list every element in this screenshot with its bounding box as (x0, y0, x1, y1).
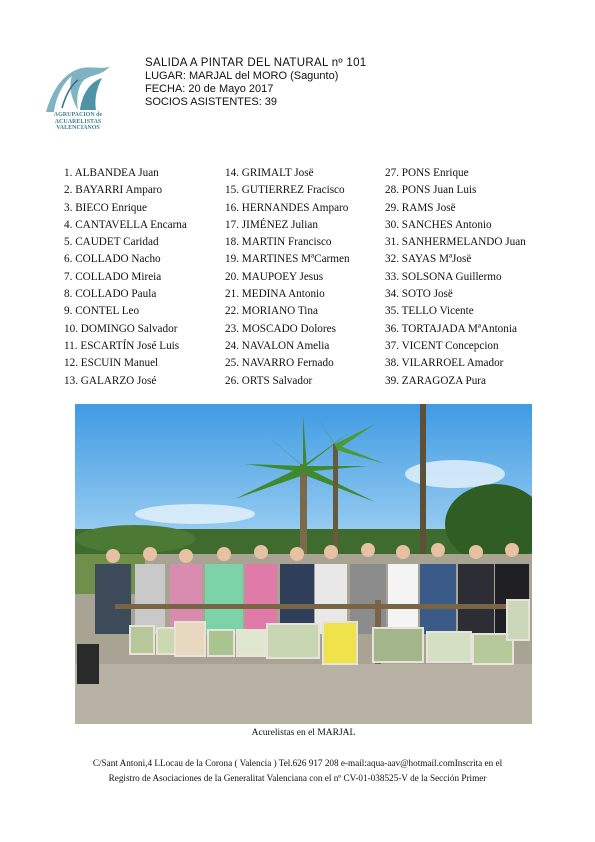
member-row: 11. ESCARTÍN José Luis (64, 339, 180, 352)
member-row: 14. GRIMALT Josë (225, 167, 314, 179)
member-row: 16. HERNANDES Amparo (225, 201, 349, 214)
member-column-1 (64, 165, 187, 390)
member-row: 36. TORTAJADA MªAntonia (385, 322, 517, 335)
member-row: 38. VILARROEL Amador (385, 357, 504, 370)
member-row: 30. SANCHES Antonio (385, 218, 492, 231)
member-row: 19. MARTINES MªCarmen (225, 253, 350, 266)
member-row: 7. COLLADO Mireia (64, 270, 162, 283)
member-row: 15. GUTIERREZ Fracisco (225, 184, 345, 197)
footer-registry: Registro de Asociaciones de la Generalitat Valenciana con el nº CV-01-038525-V de la Sección Primer (108, 773, 487, 783)
logo-line: AGRUPACION de (53, 112, 103, 118)
member-row: 22. MORIANO Tina (225, 305, 318, 318)
member-row: 25. NAVARRO Fernado (225, 357, 334, 370)
member-row: 33. SOLSONA Guillermo (385, 270, 502, 283)
member-row: 29. RAMS Josë (385, 201, 456, 214)
photo-caption: Acurelistas en el MARJAL (251, 728, 356, 738)
member-row: 13. GALARZO José (64, 374, 157, 387)
member-row: 18. MARTIN Francisco (225, 236, 332, 249)
member-row: 21. MEDINA Antonio (225, 288, 325, 301)
member-row: 10. DOMINGO Salvador (64, 322, 178, 335)
event-title: SALIDA A PINTAR DEL NATURAL nº 101 (145, 57, 367, 69)
logo-icon (42, 60, 114, 116)
event-header (145, 57, 366, 109)
member-row: 2. BAYARRI Amparo (64, 184, 163, 197)
logo-text (42, 112, 114, 132)
member-row: 24. NAVALON Amelia (225, 339, 330, 352)
member-row: 28. PONS Juan Luis (385, 184, 477, 197)
logo-line: VALENCIANOS (56, 125, 100, 131)
member-column-2 (225, 165, 350, 390)
member-row: 9. CONTEL Leo (64, 305, 140, 318)
member-row: 32. SAYAS MªJosë (385, 253, 472, 266)
logo-line: ACUARELISTAS (54, 118, 102, 125)
member-row: 35. TELLO Vicente (385, 305, 474, 318)
member-row: 3. BIECO Enrique (64, 201, 147, 214)
member-row: 8. COLLADO Paula (64, 288, 157, 301)
member-row: 1. ALBANDEA Juan (64, 167, 159, 179)
member-row: 31. SANHERMELANDO Juan (385, 236, 526, 249)
member-row: 5. CAUDET Caridad (64, 236, 159, 249)
event-date: FECHA: 20 de Mayo 2017 (145, 83, 274, 95)
footer-address: C/Sant Antoni,4 LLocau de la Corona ( Valencia ) Tel.626 917 208 e-mail:aqua-aav@hotmail.comInscrita en el (92, 758, 503, 768)
member-row: 20. MAUPOEY Jesus (225, 270, 324, 283)
member-row: 39. ZARAGOZA Pura (385, 374, 486, 387)
member-row: 12. ESCUIN Manuel (64, 357, 159, 370)
event-place: LUGAR: MARJAL del MORO (Sagunto) (145, 70, 339, 82)
member-row: 17. JIMÉNEZ Julian (225, 218, 318, 231)
footer (40, 756, 555, 786)
group-photo (75, 404, 532, 724)
member-row: 4. CANTAVELLA Encarna (64, 218, 187, 231)
member-row: 37. VICENT Concepcion (385, 339, 499, 352)
member-row: 23. MOSCADO Dolores (225, 322, 336, 335)
member-column-3 (385, 165, 526, 390)
member-row: 27. PONS Enrique (385, 167, 469, 179)
group-photo-illustration (75, 404, 532, 724)
member-row: 34. SOTO Josë (385, 288, 453, 301)
event-attendees: SOCIOS ASISTENTES: 39 (145, 96, 278, 108)
member-row: 26. ORTS Salvador (225, 374, 313, 387)
member-row: 6. COLLADO Nacho (64, 253, 161, 266)
